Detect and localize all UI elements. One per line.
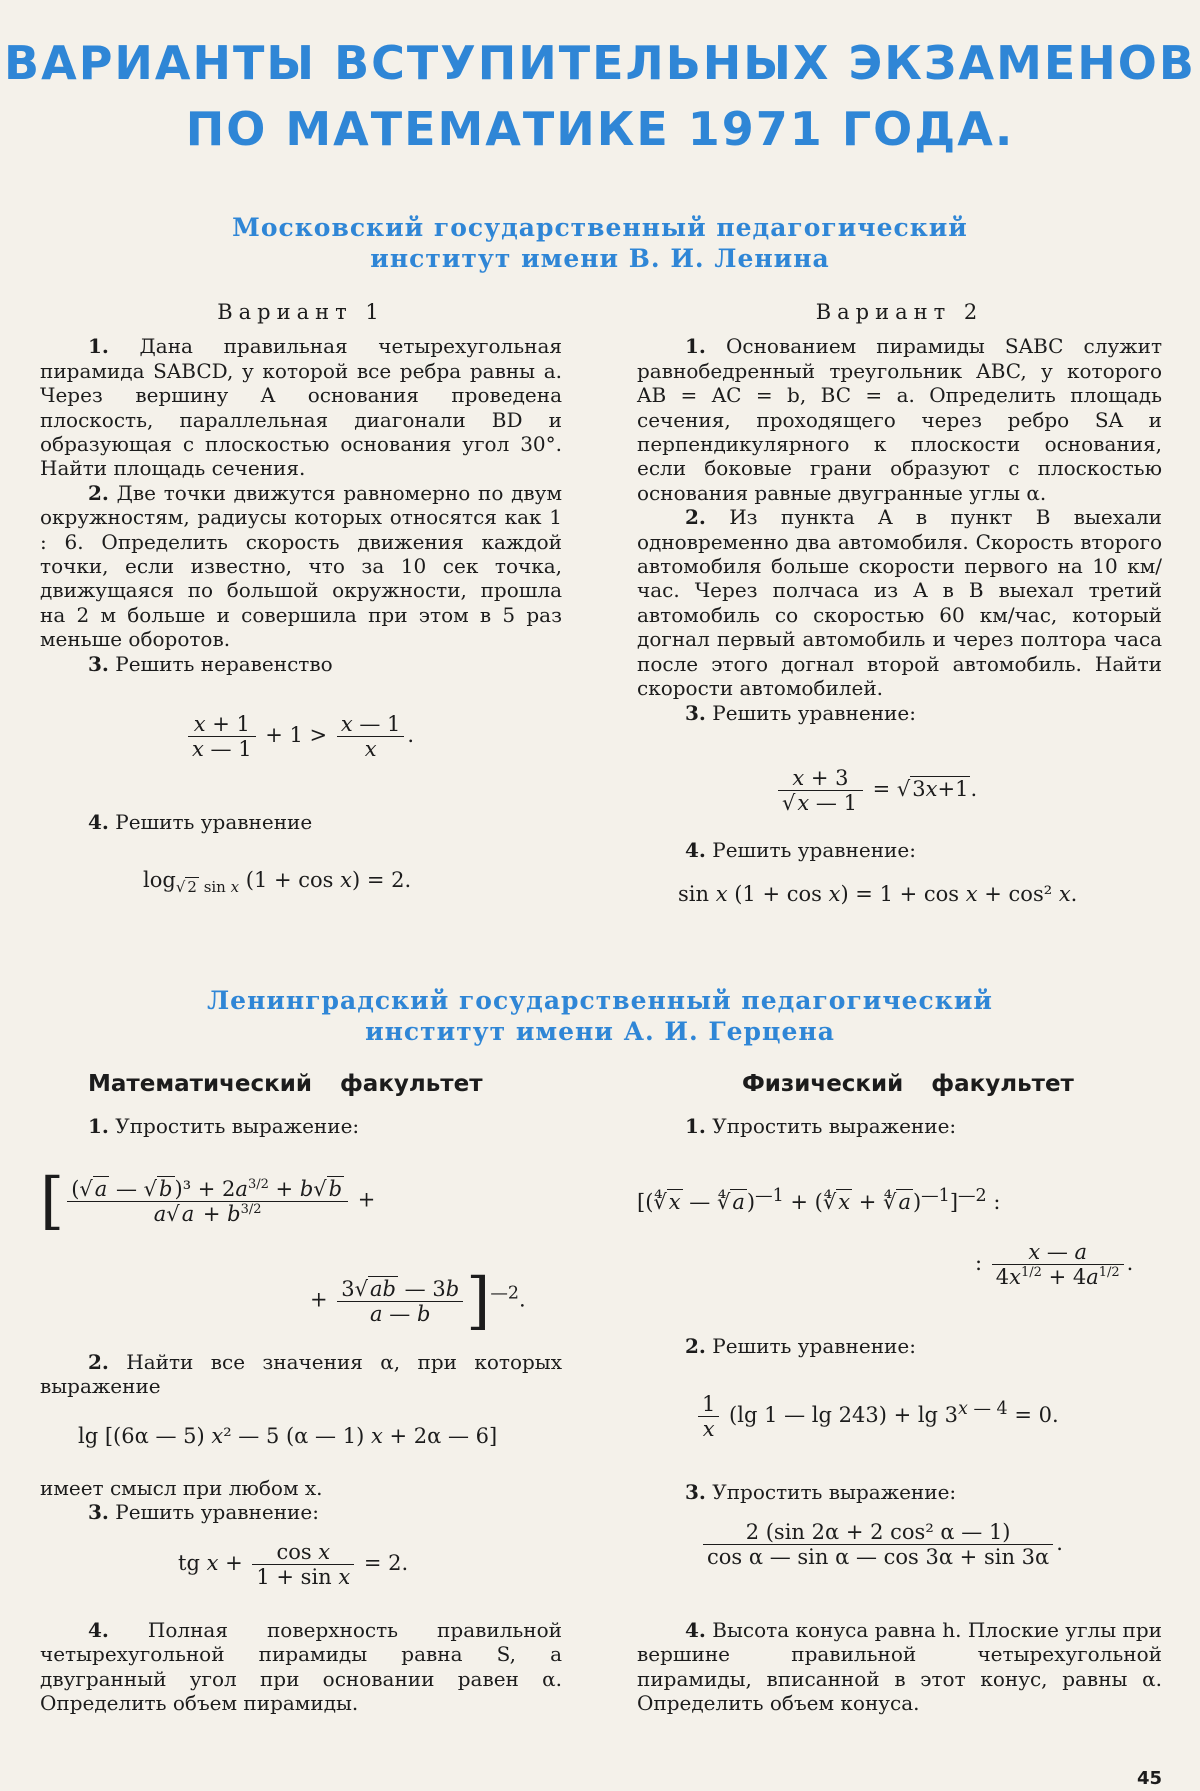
institute-heading-leningrad bbox=[0, 985, 1200, 1047]
p-problem-4-wrap bbox=[637, 1618, 1162, 1716]
v1-problem-3: 3. Решить неравенство bbox=[88, 651, 333, 676]
v2-radical-equation: $\frac{x + 3}{√x — 1}$ = √3x+1. bbox=[775, 766, 977, 815]
p-lg-equation: $\frac{1}{x}$ (lg 1 — $\lg 243) + \lg 3^{x — 4} = 0$. bbox=[695, 1392, 1059, 1441]
p-simplify-expr-part2: : $\frac{x — a}{4x^{1/2} + 4a^{1/2}}$ . bbox=[975, 1240, 1134, 1289]
institute-heading-moscow bbox=[0, 212, 1200, 274]
v1-log-equation: $\log_{√ 2 sin x} (1 + \cos x) = 2$. bbox=[143, 868, 412, 897]
m-problem-2-tail: имеет смысл при любом x. bbox=[40, 1476, 323, 1500]
physics-faculty-heading: Физический факультет bbox=[742, 1071, 1074, 1097]
m-problem-2-wrap bbox=[40, 1350, 562, 1399]
v2-problem-1: 1. Основанием пирамиды SABC служит равнобедренный треугольник ABC, у которого AB = AC = b, BC = a. Определить площадь сечения, проходящего через ребро SA и перпендикулярного к плоскости основания, если боковые грани образуют с плоскостью основания равные двугранные углы α. bbox=[637, 334, 1163, 505]
institute-line-1: Ленинградский государственный педагогический bbox=[207, 986, 993, 1015]
v2-trig-equation: sin x (1 + cos x) = 1 + cos x + cos² x. bbox=[678, 882, 1078, 906]
v2-problem-4: 4. Решить уравнение: bbox=[685, 838, 916, 862]
title-line-2: ПО МАТЕМАТИКЕ 1971 ГОДА. bbox=[185, 102, 1015, 156]
institute-line-1: Московский государственный педагогический bbox=[232, 213, 968, 242]
m-log-expression: lg [(6α — 5) x² — 5 (α — 1) x + 2α — 6] bbox=[78, 1424, 498, 1448]
institute-line-2: институт имени А. И. Герцена bbox=[365, 1017, 835, 1046]
m-problem-4: 4. Полная поверхность правильной четырехугольной пирамиды равна S, а двугранный угол при основании равен α. Определить объем пирамиды. bbox=[40, 1618, 562, 1716]
math-faculty-heading: Математический факультет bbox=[88, 1071, 483, 1097]
page-number: 45 bbox=[1136, 1768, 1162, 1789]
m-tan-equation: tg x + $\frac{\text{cos x}}{\text{1 + sin x}}$ = 2. bbox=[178, 1540, 409, 1589]
v1-problem-4: 4. Решить уравнение bbox=[88, 810, 313, 834]
institute-line-2: институт имени В. И. Ленина bbox=[370, 244, 830, 273]
m-problem-1: 1. Упростить выражение: bbox=[88, 1114, 360, 1139]
v2-problem-2: 2. Из пункта A в пункт B выехали одновременно два автомобиля. Скорость второго автомобиля больше скорости первого на 10 км/час. Через полчаса из A в B выехал третий автомобиль со скоростью 60 км/час, который догнал первый автомобиль и через полтора часа после этого догнал второй автомобиль. Найти скорости автомобилей. bbox=[637, 505, 1163, 701]
variant-2-column bbox=[637, 300, 1162, 725]
v1-problem-4-wrap bbox=[40, 810, 562, 834]
variant-1-column bbox=[40, 300, 562, 676]
physics-faculty-column bbox=[637, 1072, 1162, 1139]
page-title bbox=[0, 30, 1200, 162]
p-trig-simplify: $\frac{\text{2 (sin 2α + 2 cos² α — 1)}}{\text{cos α — sin α — cos 3α + sin 3α}}$ . bbox=[700, 1520, 1063, 1569]
title-line-1: ВАРИАНТЫ ВСТУПИТЕЛЬНЫХ ЭКЗАМЕНОВ bbox=[4, 36, 1196, 90]
m-problem-4-wrap bbox=[40, 1618, 562, 1716]
m-problem-3: 3. Решить уравнение: bbox=[88, 1500, 319, 1525]
m-problem-2: 2. Найти все значения α, при которых выражение bbox=[40, 1350, 562, 1399]
v1-problem-2: 2. Две точки движутся равномерно по двум окружностям, радиусы которых относятся как 1 : 6. Определить скорость движения каждой точки, если известно, что за 10 сек точка, движущаяся по большой окружности, прошла на 2 м больше и совершила при этом в 5 раз меньше оборотов. bbox=[40, 480, 563, 652]
m-simplify-expr-part2: + $\frac{3√ab — 3b}{a — b}$ ]$^{—2}$. bbox=[310, 1264, 526, 1337]
math-faculty-column bbox=[40, 1072, 562, 1139]
p-problem-2: 2. Решить уравнение: bbox=[685, 1334, 916, 1358]
p-problem-2-wrap bbox=[637, 1334, 1162, 1358]
p-problem-3-wrap bbox=[637, 1480, 1162, 1504]
p-problem-4: 4. Высота конуса равна h. Плоские углы при вершине правильной четырехугольной пирамиды, вписанной в этот конус, равны α. Определить объем конуса. bbox=[637, 1618, 1163, 1716]
m-problem-2-tail-wrap bbox=[40, 1476, 562, 1525]
v2-problem-3: 3. Решить уравнение: bbox=[685, 700, 916, 725]
m-simplify-expr-part1: [ $\frac{(√a — √b)^3 + 2a^{3/2} + b√b}{a√a + b^{3/2}}$ + bbox=[40, 1164, 376, 1237]
v1-problem-1: 1. Дана правильная четырехугольная пирамида SABCD, у которой все ребра равны a. Через вершину A основания проведена плоскость, параллельная диагонали BD и образующая с плоскостью основания угол 30°. Найти площадь сечения. bbox=[40, 334, 563, 481]
variant-2-heading: Вариант 2 bbox=[815, 300, 984, 324]
v1-inequality: $\frac{x + 1}{x — 1}$ + 1 > $\frac{x — 1}{x}$ . bbox=[185, 712, 414, 761]
variant-1-heading: Вариант 1 bbox=[217, 300, 385, 324]
p-simplify-expr-part1: [(∜x — ∜a)$^{—1}$ + (∜x + ∜a)$^{—1}$]$^{—2}$ : bbox=[637, 1186, 1001, 1214]
p-problem-3: 3. Упростить выражение: bbox=[685, 1480, 957, 1504]
p-problem-1: 1. Упростить выражение: bbox=[685, 1114, 957, 1139]
v2-problem-4-wrap bbox=[637, 838, 1162, 862]
